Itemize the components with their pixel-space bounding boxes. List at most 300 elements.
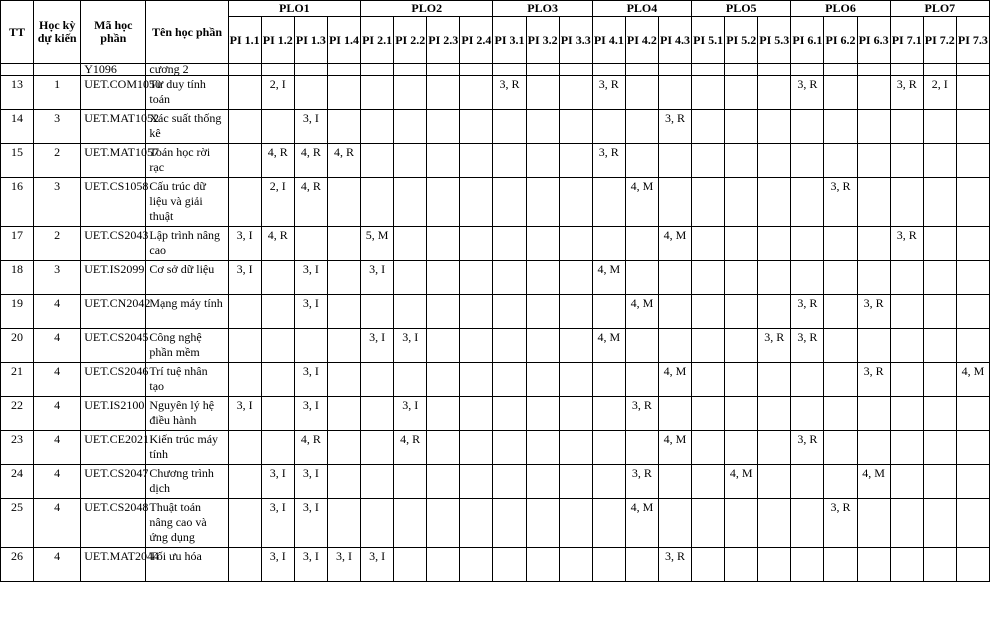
- table-row: [1, 431, 990, 465]
- pi-cell: [625, 363, 658, 397]
- pi-cell: [890, 499, 923, 548]
- pi-cell: [327, 110, 360, 144]
- pi-cell: [692, 548, 725, 582]
- pi-cell: [493, 431, 526, 465]
- pi-cell: 3, I: [261, 499, 294, 548]
- pi-cell: [824, 64, 857, 76]
- row-course-name: Trí tuệ nhân tạo: [146, 363, 228, 397]
- row-semester: 4: [34, 363, 81, 397]
- pi-cell: [956, 548, 989, 582]
- pi-cell: 3, I: [294, 261, 327, 295]
- row-course-code: UET.IS2099: [81, 261, 146, 295]
- row-semester: 4: [34, 465, 81, 499]
- pi-cell: [725, 261, 758, 295]
- header-pi: PI 6.2: [824, 17, 857, 64]
- pi-cell: [460, 64, 493, 76]
- pi-cell: [758, 144, 791, 178]
- pi-cell: [228, 499, 261, 548]
- pi-cell: 4, M: [592, 329, 625, 363]
- row-tt: 23: [1, 431, 34, 465]
- pi-cell: [791, 227, 824, 261]
- header-plo1: PLO1: [228, 1, 360, 17]
- pi-cell: 3, R: [625, 397, 658, 431]
- pi-cell: [493, 295, 526, 329]
- pi-cell: [923, 178, 956, 227]
- pi-cell: [559, 64, 592, 76]
- header-pi: PI 1.4: [327, 17, 360, 64]
- pi-cell: 3, R: [758, 329, 791, 363]
- pi-cell: 3, R: [658, 548, 691, 582]
- pi-cell: [956, 431, 989, 465]
- header-pi: PI 5.1: [692, 17, 725, 64]
- pi-cell: [394, 64, 427, 76]
- row-semester: 2: [34, 227, 81, 261]
- pi-cell: 3, I: [261, 465, 294, 499]
- pi-cell: 4, M: [857, 465, 890, 499]
- table-row: [1, 64, 990, 76]
- pi-cell: [559, 110, 592, 144]
- pi-cell: [692, 465, 725, 499]
- pi-cell: [526, 465, 559, 499]
- pi-cell: [791, 465, 824, 499]
- pi-cell: [361, 178, 394, 227]
- row-course-code: UET.CS2048: [81, 499, 146, 548]
- pi-cell: [956, 144, 989, 178]
- pi-cell: [890, 64, 923, 76]
- pi-cell: [261, 261, 294, 295]
- header-pi: PI 5.3: [758, 17, 791, 64]
- header-course-code: Mã học phần: [81, 1, 146, 64]
- pi-cell: 2, I: [261, 76, 294, 110]
- row-tt: 22: [1, 397, 34, 431]
- pi-cell: 4, M: [725, 465, 758, 499]
- pi-cell: [725, 397, 758, 431]
- pi-cell: [460, 397, 493, 431]
- table-row: [1, 397, 990, 431]
- pi-cell: [228, 64, 261, 76]
- table-row: [1, 329, 990, 363]
- pi-cell: [228, 548, 261, 582]
- pi-cell: [261, 110, 294, 144]
- pi-cell: [559, 76, 592, 110]
- pi-cell: [625, 329, 658, 363]
- pi-cell: [394, 178, 427, 227]
- pi-cell: [791, 363, 824, 397]
- pi-cell: [327, 465, 360, 499]
- pi-cell: [261, 64, 294, 76]
- table-row: [1, 548, 990, 582]
- pi-cell: [427, 110, 460, 144]
- pi-cell: 3, R: [824, 499, 857, 548]
- header-pi: PI 2.2: [394, 17, 427, 64]
- row-tt: 18: [1, 261, 34, 295]
- pi-cell: [559, 465, 592, 499]
- pi-cell: [261, 397, 294, 431]
- pi-cell: [427, 144, 460, 178]
- pi-cell: [361, 64, 394, 76]
- row-course-code: UET.COM1050: [81, 76, 146, 110]
- pi-cell: [857, 261, 890, 295]
- pi-cell: [327, 363, 360, 397]
- pi-cell: 4, R: [294, 178, 327, 227]
- pi-cell: [956, 329, 989, 363]
- pi-cell: 4, M: [658, 431, 691, 465]
- pi-cell: [361, 363, 394, 397]
- pi-cell: [857, 431, 890, 465]
- pi-cell: [327, 64, 360, 76]
- row-tt: 19: [1, 295, 34, 329]
- pi-cell: [791, 548, 824, 582]
- header-pi: PI 1.3: [294, 17, 327, 64]
- pi-cell: [923, 431, 956, 465]
- pi-cell: [493, 261, 526, 295]
- pi-cell: [923, 363, 956, 397]
- pi-cell: [692, 431, 725, 465]
- pi-cell: [559, 295, 592, 329]
- pi-cell: [394, 76, 427, 110]
- pi-cell: [758, 76, 791, 110]
- pi-cell: [427, 329, 460, 363]
- pi-cell: [327, 227, 360, 261]
- pi-cell: 3, R: [791, 431, 824, 465]
- table-row: [1, 465, 990, 499]
- row-course-code: UET.MAT1057: [81, 144, 146, 178]
- pi-cell: 3, I: [294, 499, 327, 548]
- pi-cell: [956, 397, 989, 431]
- pi-cell: [592, 295, 625, 329]
- pi-cell: 3, I: [228, 397, 261, 431]
- pi-cell: [692, 499, 725, 548]
- row-tt: 24: [1, 465, 34, 499]
- row-course-code: UET.CN2042: [81, 295, 146, 329]
- pi-cell: [956, 64, 989, 76]
- table-row: [1, 110, 990, 144]
- pi-cell: [791, 397, 824, 431]
- row-tt: 14: [1, 110, 34, 144]
- pi-cell: [692, 76, 725, 110]
- pi-cell: 3, R: [625, 465, 658, 499]
- pi-cell: [427, 76, 460, 110]
- row-tt: 16: [1, 178, 34, 227]
- pi-cell: [294, 227, 327, 261]
- row-course-name: Công nghệ phần mềm: [146, 329, 228, 363]
- pi-cell: 5, M: [361, 227, 394, 261]
- pi-cell: [526, 431, 559, 465]
- pi-cell: [327, 397, 360, 431]
- pi-cell: 3, I: [361, 548, 394, 582]
- pi-cell: [890, 548, 923, 582]
- pi-cell: [758, 465, 791, 499]
- header-pi: PI 3.2: [526, 17, 559, 64]
- pi-cell: 4, M: [625, 178, 658, 227]
- pi-cell: [658, 329, 691, 363]
- pi-cell: 4, R: [294, 144, 327, 178]
- pi-cell: [791, 499, 824, 548]
- pi-cell: 4, M: [658, 363, 691, 397]
- pi-cell: [592, 548, 625, 582]
- pi-cell: [361, 431, 394, 465]
- pi-cell: 3, I: [294, 110, 327, 144]
- pi-cell: 4, M: [658, 227, 691, 261]
- pi-cell: [460, 363, 493, 397]
- pi-cell: [228, 295, 261, 329]
- pi-cell: [327, 178, 360, 227]
- header-plo6: PLO6: [791, 1, 890, 17]
- pi-cell: [725, 76, 758, 110]
- pi-cell: [758, 64, 791, 76]
- row-course-name: Thuật toán nâng cao và ứng dụng: [146, 499, 228, 548]
- pi-cell: [692, 261, 725, 295]
- pi-cell: [956, 227, 989, 261]
- pi-cell: [592, 431, 625, 465]
- row-course-code: UET.MAT1052: [81, 110, 146, 144]
- header-plo2: PLO2: [361, 1, 493, 17]
- pi-cell: [361, 76, 394, 110]
- pi-cell: [625, 261, 658, 295]
- table-header: [1, 1, 990, 64]
- pi-cell: [725, 499, 758, 548]
- header-semester: Học kỳ dự kiến: [34, 1, 81, 64]
- row-course-name: Kiến trúc máy tính: [146, 431, 228, 465]
- pi-cell: [692, 295, 725, 329]
- pi-cell: [427, 178, 460, 227]
- pi-cell: [327, 329, 360, 363]
- pi-cell: [658, 465, 691, 499]
- pi-cell: [592, 64, 625, 76]
- pi-cell: [592, 110, 625, 144]
- header-pi: PI 4.1: [592, 17, 625, 64]
- row-course-name: cương 2: [146, 64, 228, 76]
- pi-cell: [923, 329, 956, 363]
- header-pi: PI 2.3: [427, 17, 460, 64]
- pi-cell: [460, 465, 493, 499]
- pi-cell: [658, 295, 691, 329]
- pi-cell: [758, 110, 791, 144]
- table-row: [1, 499, 990, 548]
- pi-cell: [228, 178, 261, 227]
- header-plo4: PLO4: [592, 1, 691, 17]
- pi-cell: [427, 431, 460, 465]
- pi-cell: [427, 465, 460, 499]
- row-tt: 17: [1, 227, 34, 261]
- pi-cell: [625, 431, 658, 465]
- row-course-name: Tư duy tính toán: [146, 76, 228, 110]
- pi-cell: [956, 499, 989, 548]
- pi-cell: [857, 110, 890, 144]
- pi-cell: [692, 397, 725, 431]
- pi-cell: [625, 76, 658, 110]
- row-course-code: UET.IS2100: [81, 397, 146, 431]
- header-pi: PI 6.3: [857, 17, 890, 64]
- pi-cell: 2, I: [261, 178, 294, 227]
- pi-cell: [592, 397, 625, 431]
- pi-cell: 3, R: [791, 76, 824, 110]
- pi-cell: [824, 465, 857, 499]
- pi-cell: [261, 431, 294, 465]
- pi-cell: [725, 363, 758, 397]
- row-semester: 4: [34, 499, 81, 548]
- row-course-name: Cơ sở dữ liệu: [146, 261, 228, 295]
- pi-cell: [493, 329, 526, 363]
- pi-cell: 3, I: [261, 548, 294, 582]
- pi-cell: 3, I: [294, 397, 327, 431]
- pi-cell: [394, 548, 427, 582]
- pi-cell: [890, 178, 923, 227]
- pi-cell: 3, R: [791, 329, 824, 363]
- table-row: [1, 261, 990, 295]
- pi-cell: [824, 110, 857, 144]
- pi-cell: [493, 144, 526, 178]
- pi-cell: [923, 227, 956, 261]
- pi-cell: [460, 261, 493, 295]
- pi-cell: [559, 227, 592, 261]
- pi-cell: [493, 397, 526, 431]
- pi-cell: [725, 295, 758, 329]
- header-tt: TT: [1, 1, 34, 64]
- pi-cell: [692, 227, 725, 261]
- pi-cell: 3, I: [361, 329, 394, 363]
- pi-cell: 3, R: [791, 295, 824, 329]
- pi-cell: 3, I: [294, 465, 327, 499]
- header-pi: PI 4.3: [658, 17, 691, 64]
- pi-cell: [692, 363, 725, 397]
- pi-cell: [791, 64, 824, 76]
- table-row: [1, 227, 990, 261]
- pi-cell: [791, 110, 824, 144]
- pi-cell: [824, 76, 857, 110]
- pi-cell: [625, 548, 658, 582]
- pi-cell: [526, 363, 559, 397]
- pi-cell: [559, 144, 592, 178]
- pi-cell: [559, 499, 592, 548]
- pi-cell: [228, 329, 261, 363]
- pi-cell: [824, 295, 857, 329]
- pi-cell: [592, 178, 625, 227]
- pi-cell: [625, 227, 658, 261]
- pi-cell: [592, 227, 625, 261]
- row-course-name: Nguyên lý hệ điều hành: [146, 397, 228, 431]
- pi-cell: [394, 295, 427, 329]
- pi-cell: [625, 110, 658, 144]
- pi-cell: [460, 144, 493, 178]
- pi-cell: [857, 548, 890, 582]
- pi-cell: 3, R: [857, 363, 890, 397]
- pi-cell: [327, 295, 360, 329]
- pi-cell: [824, 261, 857, 295]
- row-semester: 2: [34, 144, 81, 178]
- pi-cell: [427, 295, 460, 329]
- row-tt: [1, 64, 34, 76]
- row-course-name: Lập trình nâng cao: [146, 227, 228, 261]
- header-pi: PI 1.2: [261, 17, 294, 64]
- pi-cell: [923, 548, 956, 582]
- pi-cell: [592, 499, 625, 548]
- header-pi: PI 7.3: [956, 17, 989, 64]
- pi-cell: [857, 178, 890, 227]
- pi-cell: 3, I: [228, 227, 261, 261]
- pi-cell: [460, 329, 493, 363]
- pi-cell: [559, 363, 592, 397]
- pi-cell: [890, 431, 923, 465]
- pi-cell: [526, 397, 559, 431]
- pi-cell: [493, 499, 526, 548]
- pi-cell: [228, 76, 261, 110]
- pi-cell: [791, 261, 824, 295]
- pi-cell: [526, 499, 559, 548]
- pi-cell: [427, 397, 460, 431]
- pi-cell: [956, 178, 989, 227]
- pi-cell: [923, 295, 956, 329]
- pi-cell: [692, 64, 725, 76]
- pi-cell: [791, 144, 824, 178]
- pi-cell: [758, 295, 791, 329]
- pi-cell: [890, 397, 923, 431]
- pi-cell: [692, 178, 725, 227]
- pi-cell: [394, 144, 427, 178]
- header-pi: PI 2.1: [361, 17, 394, 64]
- header-pi: PI 4.2: [625, 17, 658, 64]
- row-course-code: UET.CE2021: [81, 431, 146, 465]
- pi-cell: [361, 499, 394, 548]
- pi-cell: [725, 548, 758, 582]
- pi-cell: 4, M: [956, 363, 989, 397]
- pi-cell: [658, 397, 691, 431]
- pi-cell: [559, 431, 592, 465]
- pi-cell: 3, I: [294, 363, 327, 397]
- pi-cell: [923, 397, 956, 431]
- pi-cell: [327, 431, 360, 465]
- row-course-code: Y1096: [81, 64, 146, 76]
- pi-cell: [427, 499, 460, 548]
- pi-cell: [956, 465, 989, 499]
- row-course-code: UET.CS2046: [81, 363, 146, 397]
- row-semester: 3: [34, 178, 81, 227]
- pi-cell: [758, 261, 791, 295]
- pi-cell: [857, 227, 890, 261]
- pi-cell: [427, 548, 460, 582]
- pi-cell: [758, 397, 791, 431]
- pi-cell: [923, 261, 956, 295]
- pi-cell: 4, R: [327, 144, 360, 178]
- pi-cell: [956, 261, 989, 295]
- pi-cell: [956, 295, 989, 329]
- row-course-name: Cấu trúc dữ liệu và giải thuật: [146, 178, 228, 227]
- table-row: [1, 178, 990, 227]
- header-pi: PI 5.2: [725, 17, 758, 64]
- pi-cell: [526, 295, 559, 329]
- row-tt: 21: [1, 363, 34, 397]
- pi-cell: [559, 397, 592, 431]
- pi-cell: [526, 178, 559, 227]
- pi-cell: [526, 548, 559, 582]
- pi-cell: [526, 329, 559, 363]
- pi-cell: [427, 261, 460, 295]
- row-course-name: Toán học rời rạc: [146, 144, 228, 178]
- row-tt: 25: [1, 499, 34, 548]
- pi-cell: [592, 465, 625, 499]
- pi-cell: [658, 499, 691, 548]
- row-tt: 20: [1, 329, 34, 363]
- row-semester: 4: [34, 548, 81, 582]
- pi-cell: [394, 261, 427, 295]
- pi-cell: 3, R: [890, 76, 923, 110]
- pi-cell: [824, 548, 857, 582]
- pi-cell: [427, 363, 460, 397]
- row-tt: 15: [1, 144, 34, 178]
- pi-cell: [394, 465, 427, 499]
- pi-cell: [725, 227, 758, 261]
- pi-cell: [394, 227, 427, 261]
